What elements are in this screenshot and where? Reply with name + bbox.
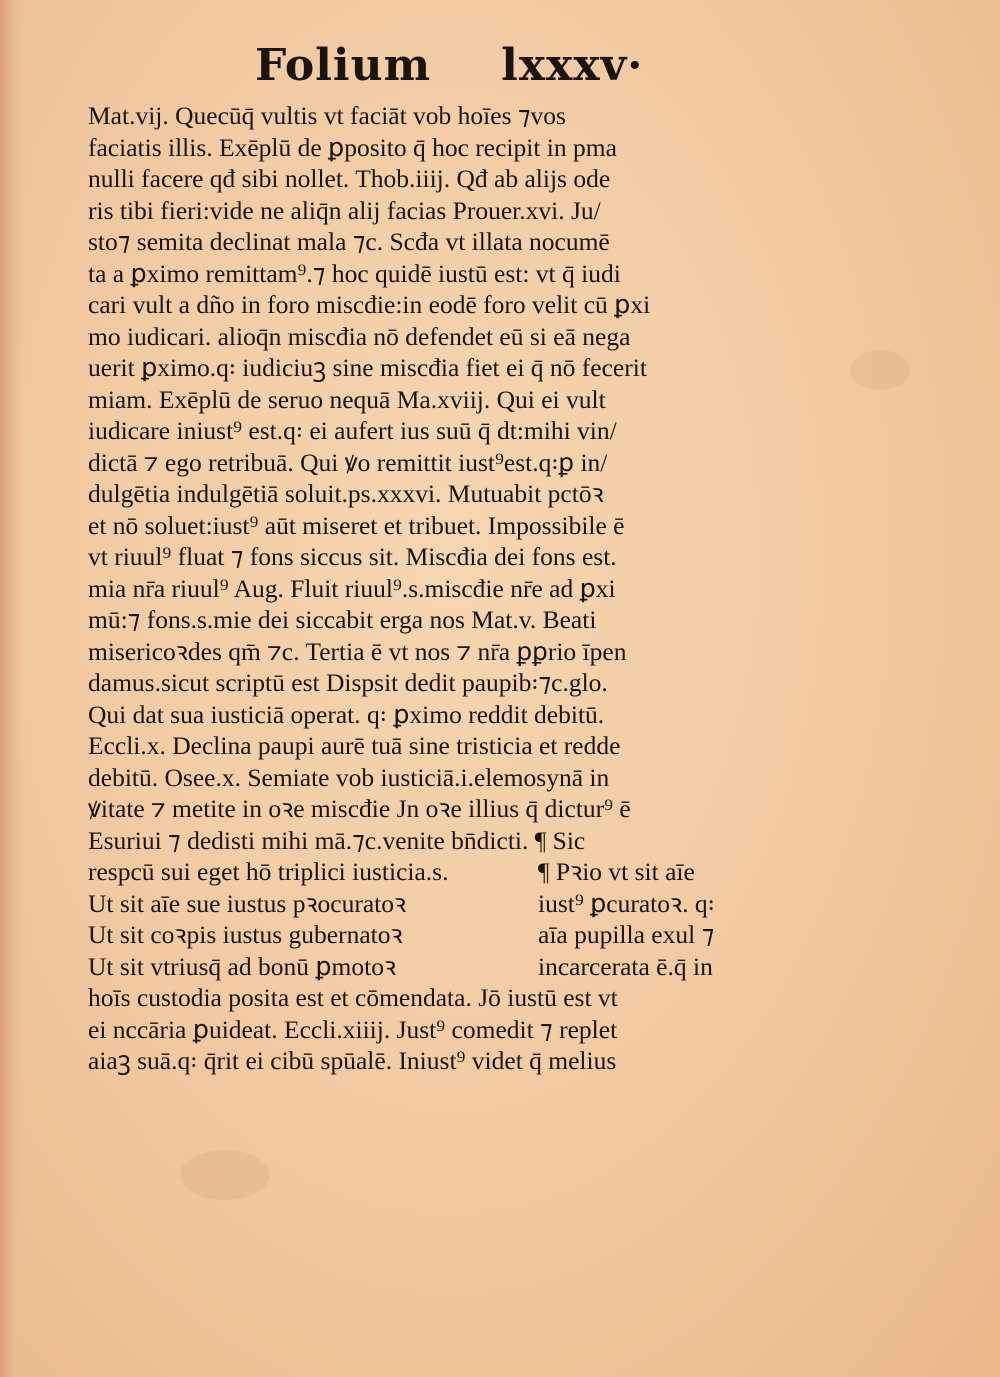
text-line: Qui dat sua iusticiā operat. q꞉ ꝑximo reddit debitū. — [88, 699, 605, 729]
column-left-line: Ut sit vtriusq̄ ad bonū ꝑmotoꝛ — [88, 951, 397, 981]
text-line: iudicare iniust⁹ est.q꞉ ei aufert ius suū q̄ dt:mihi vin/ — [88, 416, 617, 445]
column-left-line: respcū sui eget hō triplici iusticia.s. — [88, 857, 449, 886]
text-line: Eccli.x. Declina paupi aurē tuā sine tristicia et redde — [88, 731, 621, 760]
text-line: ta a ꝑximo remittam⁹.⁊ hoc quidē iustū est: vt q̄ iudi — [88, 258, 621, 288]
column-left-line: Ut sit aīe sue iustus pꝛocuratoꝛ — [88, 888, 407, 918]
column-left-line: Ut sit coꝛpis iustus gubernatoꝛ — [88, 920, 403, 949]
text-line: Mat.vij. Quecūq̄ vultis vt faciāt vob hoīes ⁊vos — [88, 101, 566, 130]
text-line: mia nr̄a riuul⁹ Aug. Fluit riuul⁹.s.miscđie nr̄e ad ꝑxi — [88, 573, 616, 603]
text-line: Esuriui ⁊ dedisti mihi mā.⁊c.venite bn̄dicti. ¶ Sic — [88, 825, 586, 855]
text-line: cari vult a dño in foro miscđie:in eodē foro velit cū ꝑxi — [88, 290, 651, 319]
text-line: faciatis illis. Exēplū de ꝑposito q̄ hoc recipit in pma — [88, 132, 617, 162]
column-right-line: aīa pupilla exul ⁊ — [538, 920, 715, 949]
column-left — [88, 856, 538, 982]
text-line: mū:⁊ fons.s.mie dei siccabit erga nos Mat.v. Beati — [88, 605, 597, 634]
text-line: dictā ⁊ ego retribuā. Qui ꝟo remittit iust⁹est.q꞉ꝑ in/ — [88, 447, 608, 477]
text-line: et nō soluet:iust⁹ aūt miseret et tribuet. Impossibile ē — [88, 510, 625, 540]
text-line: sto⁊ semita declinat mala ⁊c. Scđa vt illata nocumē — [88, 227, 610, 256]
text-line: hoīs custodia posita est et cōmendata. Jō iustū est vt — [88, 983, 618, 1012]
two-column-section — [88, 856, 778, 982]
column-right — [538, 856, 778, 982]
column-right-line: incarcerata ē.q̄ in — [538, 951, 713, 981]
text-line: mo iudicari. alioq̄n miscđia nō defendet eū si eā nega — [88, 321, 631, 351]
text-line: ei nccāria ꝑuideat. Eccli.xiiij. Just⁹ comedit ⁊ replet — [88, 1014, 618, 1044]
text-line: dulgētia indulgētiā soluit.ps.xxxvi. Mutuabit pctōꝛ — [88, 479, 604, 508]
folio-number: lxxxv· — [501, 40, 644, 91]
text-line: ꝟitate ⁊ metite in oꝛe miscđie Jn oꝛe illius q̄ dictur⁹ ē — [88, 794, 631, 823]
text-line: uerit ꝑximo.q꞉ iudiciuꝫ sine miscđia fiet ei q̄ nō fecerit — [88, 353, 647, 382]
text-line: aiaꝫ suā.q꞉ q̄rit ei cibū spūalē. Iniust⁹ videt q̄ melius — [88, 1046, 617, 1075]
column-right-line: iust⁹ ꝑcuratoꝛ. q꞉ — [538, 888, 715, 918]
text-block — [88, 100, 778, 1077]
text-line: vt riuul⁹ fluat ⁊ fons siccus sit. Miscđia dei fons est. — [88, 542, 617, 571]
paper-stain — [180, 1150, 270, 1200]
text-line: debitū. Osee.x. Semiate vob iusticiā.i.elemosynā in — [88, 762, 610, 792]
running-title: Folium — [255, 40, 432, 91]
text-line: ris tibi fieri:vide ne aliq̄n alij facias Prouer.xvi. Ju/ — [88, 195, 601, 225]
paper-stain — [850, 350, 910, 390]
text-line: nulli facere qđ sibi nollet. Thob.iiij. Qđ ab alijs ode — [88, 164, 611, 193]
text-line: damus.sicut scriptū est Dispsit dedit paupib꞉⁊c.glo. — [88, 668, 608, 697]
column-right-line: ¶ Pꝛio vt sit aīe — [538, 857, 695, 886]
text-line: misericoꝛdes qm̄ ⁊c. Tertia ē vt nos ⁊ nr̄a ꝑꝑrio īpen — [88, 636, 627, 666]
text-line: miam. Exēplū de seruo nequā Ma.xviij. Qui ei vult — [88, 384, 606, 414]
page-edge-shadow — [0, 0, 26, 1377]
